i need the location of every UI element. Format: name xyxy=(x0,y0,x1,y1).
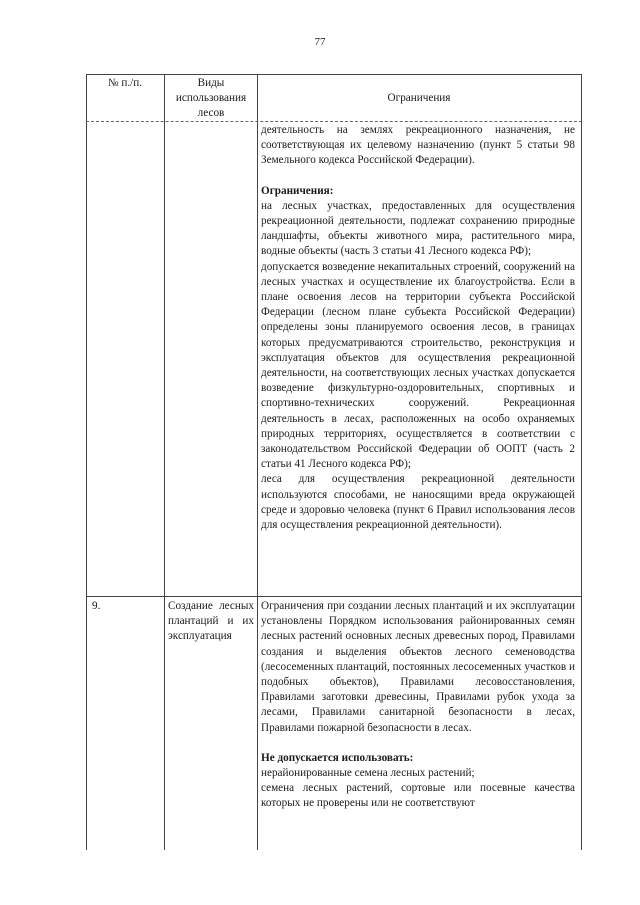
header-number: № п./п. xyxy=(107,77,143,89)
restriction-text: нерайонированные семена лесных растений; xyxy=(261,767,475,780)
table-top-border xyxy=(86,74,582,75)
header-restrictions: Ограничения xyxy=(387,92,451,104)
restrictions-heading: Ограничения: xyxy=(261,184,334,197)
column-divider-2 xyxy=(257,74,258,850)
spacer xyxy=(261,169,575,184)
restrictions-table xyxy=(86,74,582,850)
restriction-text: на лесных участках, предоставленных для осуществления рекреационной деятельности, подлежат сохранению природные ландшафты, объекты животного мира, растительного мира, водные объекты (часть 3 статьи 41 Лесного кодекса РФ); xyxy=(261,199,575,258)
page-number: 77 xyxy=(314,36,326,48)
prohibited-heading: Не допускается использовать: xyxy=(261,751,414,764)
header-divider xyxy=(86,121,582,122)
restriction-text: допускается возведение некапитальных строений, сооружений на лесных участках и осуществление их благоустройства. Если в плане освоения лесов на территории субъекта Российской Федерации (лесном плане субъекта Российской Федерации) определены зоны планируемого освоения лесов, в границах которых предусматриваются строительство, реконструкция и эксплуатация объектов для осуществления рекреационной деятельности, на соответствующих лесных участках допускается возведение физкультурно-оздоровительных, спортивных и спортивно-технических сооружений. Рекреационная деятельность в лесах, расположенных на особо охраняемых природных территориях, осуществляется в соответствии с законодательством Российской Федерации об ООПТ (часть 2 статьи 41 Лесного кодекса РФ); xyxy=(261,260,575,471)
header-forest-use: Виды использования лесов xyxy=(175,77,247,120)
row-restrictions xyxy=(261,599,575,812)
row-divider xyxy=(86,596,582,597)
row-restrictions xyxy=(261,123,575,533)
restriction-text: леса для осуществления рекреационной деятельности используются способами, не наносящими вреда окружающей среде и здоровью человека (пункт 6 Правил использования лесов для осуществления рекреационной деятельности). xyxy=(261,473,575,532)
restriction-text: семена лесных растений, сортовые или посевные качества которых не проверены или не соответствуют xyxy=(261,782,575,810)
column-divider-1 xyxy=(164,74,165,850)
spacer xyxy=(261,736,575,751)
restriction-text: деятельность на землях рекреационного назначения, не соответствующая их целевому назначению (пункт 5 статьи 98 Земельного кодекса Российской Федерации). xyxy=(261,124,575,167)
row-number: 9. xyxy=(92,600,101,612)
row-forest-use: Создание лесных плантаций и их эксплуатация xyxy=(168,600,254,643)
restriction-text: Ограничения при создании лесных плантаций и их эксплуатации установлены Порядком использования районированных семян лесных растений основных лесных древесных пород, Правилами создания и выделения объектов лесного семеноводства (лесосеменных плантаций, постоянных лесосеменных участков и подобных объектов), Правилами лесовосстановления, Правилами заготовки древесины, Правилами рубок ухода за лесами, Правилами санитарной безопасности в лесах, Правилами пожарной безопасности в лесах. xyxy=(261,600,575,734)
table-border-left xyxy=(86,74,87,850)
table-border-right xyxy=(581,74,582,850)
